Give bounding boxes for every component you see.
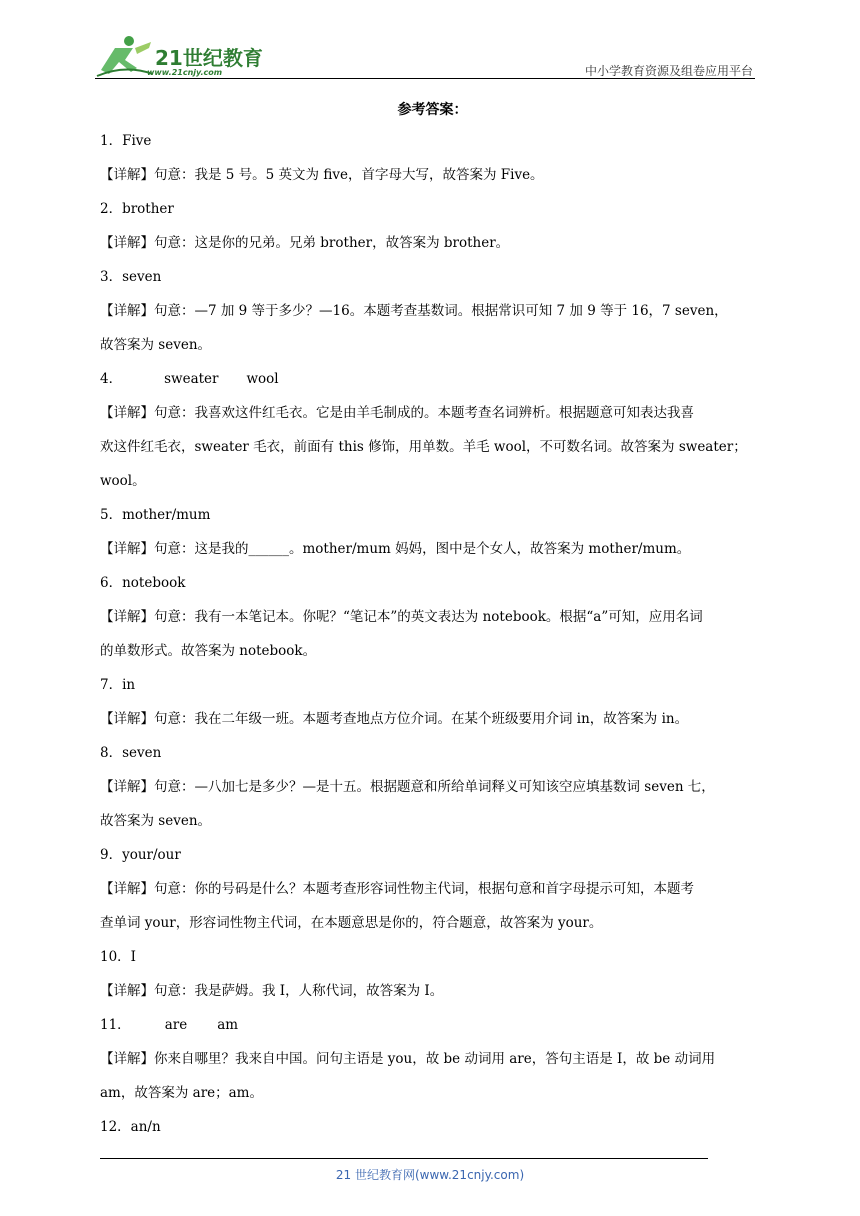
logo bbox=[95, 34, 265, 78]
detail-line: 故答案为 seven。 bbox=[100, 337, 212, 353]
answer-line: 7．in bbox=[100, 677, 136, 693]
detail-line: wool。 bbox=[100, 473, 146, 489]
answer-line: 3．seven bbox=[100, 269, 162, 285]
detail-line: 欢这件红毛衣，sweater 毛衣，前面有 this 修饰，用单数。羊毛 wool，不可数名词。故答案为 sweater； bbox=[100, 439, 747, 455]
logo-text: 21世纪教育 bbox=[155, 46, 263, 70]
answer-number: 4． bbox=[100, 371, 123, 387]
detail-line: 【详解】句意：我是 5 号。5 英文为 five，首字母大写，故答案为 Five。 bbox=[100, 167, 544, 183]
detail-line: 【详解】句意：我在二年级一班。本题考查地点方位介词。在某个班级要用介词 in，故答案为 in。 bbox=[100, 711, 689, 727]
answer-line bbox=[100, 362, 765, 396]
answer-word: wool bbox=[246, 371, 279, 387]
answer-line: 6．notebook bbox=[100, 575, 186, 591]
answer-content bbox=[100, 96, 765, 1144]
detail-line: 【详解】句意：这是我的______。mother/mum 妈妈，图中是个女人，故答案为 mother/mum。 bbox=[100, 541, 691, 557]
runner-logo-icon bbox=[95, 34, 155, 78]
answer-word: am bbox=[217, 1017, 239, 1033]
page-title: 参考答案： bbox=[397, 102, 468, 118]
answer-word: are bbox=[164, 1017, 188, 1033]
answer-number: 11． bbox=[100, 1017, 131, 1033]
detail-line: 【详解】句意：我有一本笔记本。你呢？“笔记本”的英文表达为 notebook。根据“a”可知，应用名词 bbox=[100, 609, 703, 625]
detail-line: 【详解】句意：你的号码是什么？本题考查形容词性物主代词，根据句意和首字母提示可知，本题考 bbox=[100, 881, 694, 897]
page-footer: 21 世纪教育网(www.21cnjy.com) bbox=[335, 1168, 525, 1182]
site-name: 中小学教育资源及组卷应用平台 bbox=[584, 64, 753, 78]
detail-line: 【详解】句意：我喜欢这件红毛衣。它是由羊毛制成的。本题考查名词辨析。根据题意可知表达我喜 bbox=[100, 405, 694, 421]
detail-line: 【详解】你来自哪里？我来自中国。问句主语是 you，故 be 动词用 are，答句主语是 I，故 be 动词用 bbox=[100, 1051, 716, 1067]
detail-line: 【详解】句意：这是你的兄弟。兄弟 brother，故答案为 brother。 bbox=[100, 235, 510, 251]
detail-line: 【详解】句意：—八加七是多少？—是十五。根据题意和所给单词释义可知该空应填基数词 seven 七， bbox=[100, 779, 715, 795]
detail-line: 查单词 your，形容词性物主代词，在本题意思是你的，符合题意，故答案为 your。 bbox=[100, 915, 603, 931]
answer-line: 12．an/n bbox=[100, 1119, 161, 1135]
answer-line: 2．brother bbox=[100, 201, 174, 217]
answer-line: 8．seven bbox=[100, 745, 162, 761]
logo-url: www.21cnjy.com bbox=[147, 68, 223, 77]
footer-divider bbox=[100, 1158, 708, 1159]
detail-line: am，故答案为 are；am。 bbox=[100, 1085, 263, 1101]
detail-line: 【详解】句意：—7 加 9 等于多少？—16。本题考查基数词。根据常识可知 7 加 9 等于 16，7 seven， bbox=[100, 303, 728, 319]
header-divider bbox=[95, 78, 755, 79]
answer-line: 10．I bbox=[100, 949, 137, 965]
answer-line bbox=[100, 1008, 765, 1042]
answer-line: 1．Five bbox=[100, 133, 152, 149]
answer-line: 5．mother/mum bbox=[100, 507, 211, 523]
detail-line: 【详解】句意：我是萨姆。我 I，人称代词，故答案为 I。 bbox=[100, 983, 444, 999]
detail-line: 故答案为 seven。 bbox=[100, 813, 212, 829]
detail-line: 的单数形式。故答案为 notebook。 bbox=[100, 643, 317, 659]
answer-word: sweater bbox=[164, 371, 219, 387]
page-header bbox=[95, 30, 755, 80]
answer-line: 9．your/our bbox=[100, 847, 181, 863]
